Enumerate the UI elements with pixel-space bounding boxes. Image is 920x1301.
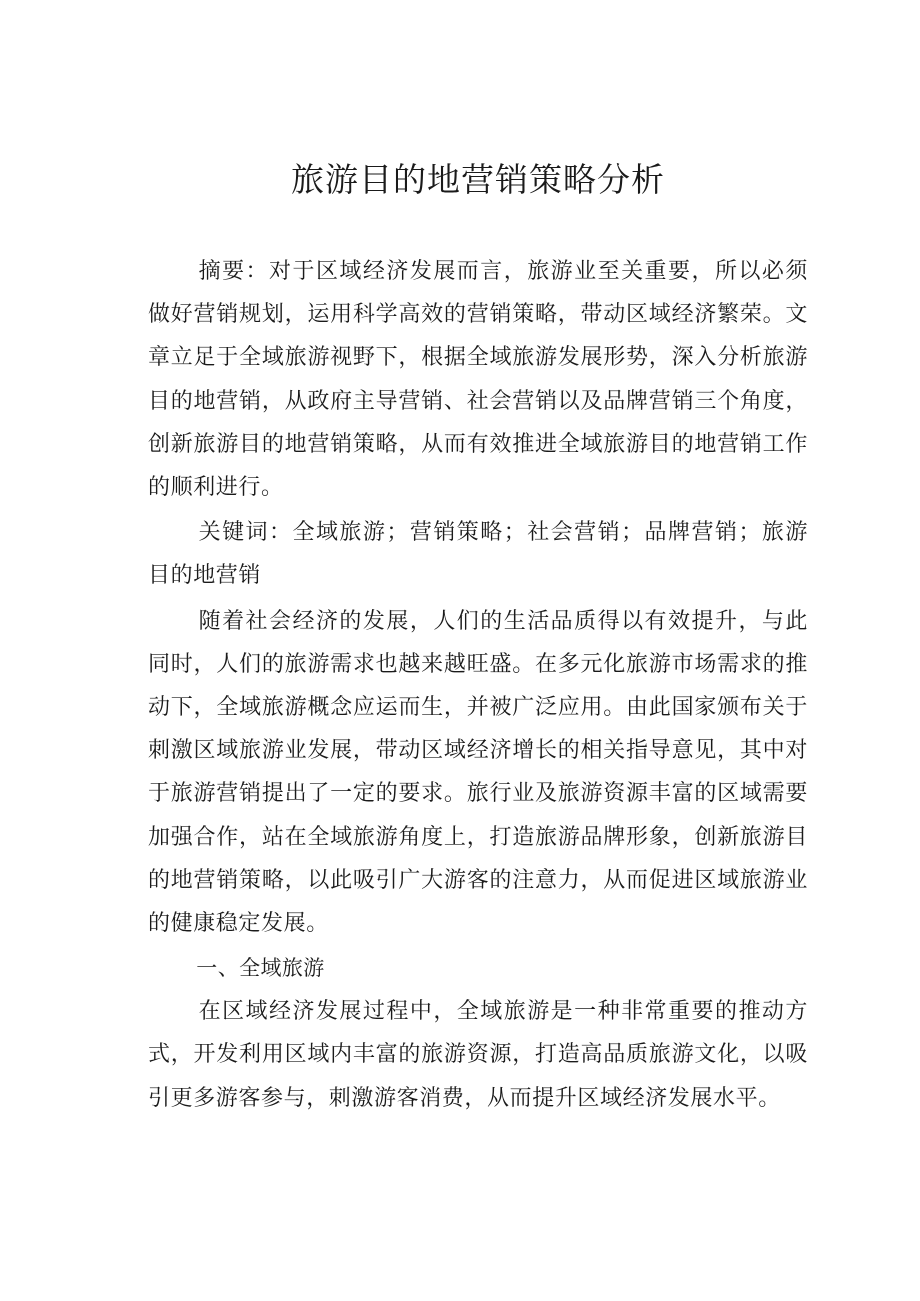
document-title: 旅游目的地营销策略分析	[291, 160, 665, 199]
section-heading-1: 一、全域旅游	[196, 956, 325, 981]
document-page	[148, 150, 808, 1120]
section-1-paragraph: 在区域经济发展过程中，全域旅游是一种非常重要的推动方式，开发利用区域内丰富的旅游资源，打造高品质旅游文化，以吸引更多游客参与，刺激游客消费，从而提升区域经济发展水平。	[148, 999, 808, 1111]
intro-paragraph: 随着社会经济的发展，人们的生活品质得以有效提升，与此同时，人们的旅游需求也越来越旺盛。在多元化旅游市场需求的推动下，全域旅游概念应运而生，并被广泛应用。由此国家颁布关于刺激区域旅游业发展，带动区域经济增长的相关指导意见，其中对于旅游营销提出了一定的要求。旅行业及旅游资源丰富的区域需要加强合作，站在全域旅游角度上，打造旅游品牌形象，创新旅游目的地营销策略，以此吸引广大游客的注意力，从而促进区域旅游业的健康稳定发展。	[148, 608, 808, 937]
abstract-paragraph: 摘要：对于区域经济发展而言，旅游业至关重要，所以必须做好营销规划，运用科学高效的营销策略，带动区域经济繁荣。文章立足于全域旅游视野下，根据全域旅游发展形势，深入分析旅游目的地营销，从政府主导营销、社会营销以及品牌营销三个角度，创新旅游目的地营销策略，从而有效推进全域旅游目的地营销工作的顺利进行。	[148, 259, 808, 501]
keywords-paragraph: 关键词：全域旅游；营销策略；社会营销；品牌营销；旅游目的地营销	[148, 520, 808, 589]
